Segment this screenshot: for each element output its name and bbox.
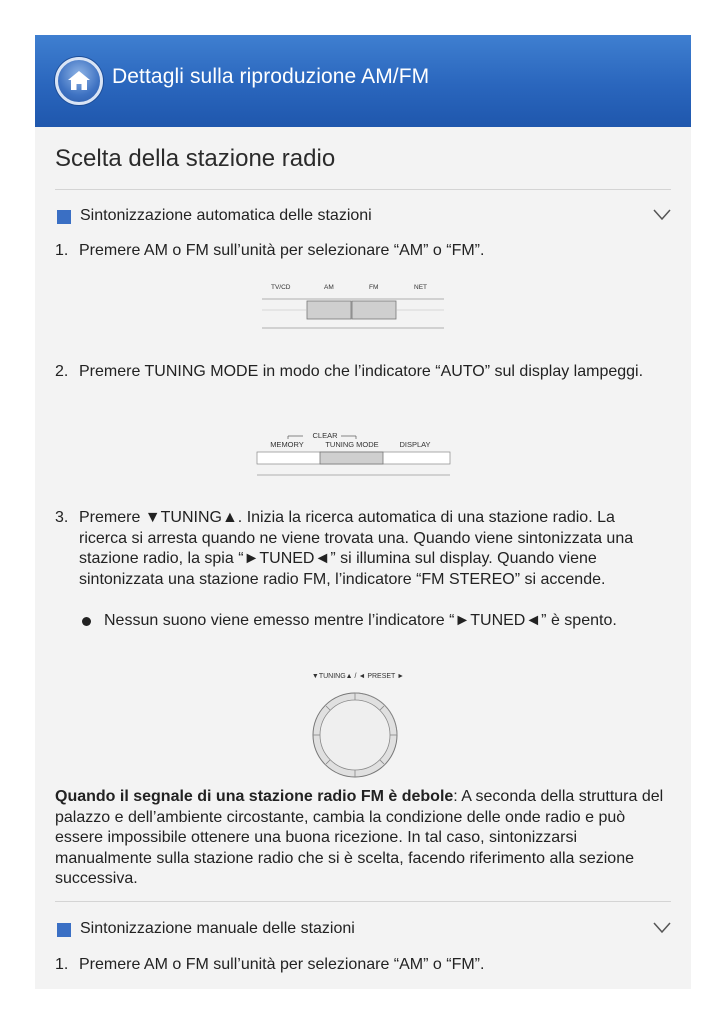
manual-page — [35, 35, 691, 989]
fm-label: FM — [369, 284, 379, 291]
bullet-text: Nessun suono viene emesso mentre l’indicatore “►TUNED◄” è spento. — [104, 612, 617, 629]
source-buttons-figure — [260, 281, 446, 331]
step-text: Premere AM o FM sull’unità per selezionare “AM” o “FM”. — [79, 242, 485, 259]
section-square-icon — [57, 923, 71, 937]
step-number: 1. — [55, 956, 69, 973]
home-button[interactable] — [55, 57, 103, 105]
section-title: Sintonizzazione manuale delle stazioni — [80, 920, 355, 937]
tuning-mode-figure — [255, 429, 453, 479]
memory-label: MEMORY — [270, 440, 304, 449]
step-text: Premere ▼TUNING▲. Inizia la ricerca automatica di una stazione radio. La ricerca si arresta quando ne viene trovata una. Quando viene sintonizzata una stazione radio, la spia “►TUNED◄” si illumina sul display. Quando viene sintonizzata una stazione radio FM, l’indicatore “FM STEREO” si accende. — [79, 509, 634, 588]
step-number: 2. — [55, 363, 69, 380]
note-text: : A seconda della struttura del palazzo e dell’ambiente circostante, cambia la condizione delle onde radio e può essere impossibile ottenere una buona ricezione. In tal caso, sintonizzarsi manualmente sulla stazione radio che si è scelta, facendo riferimento alla sezione successiva. — [55, 788, 664, 887]
am-label: AM — [324, 284, 334, 291]
step-number: 3. — [55, 509, 69, 526]
divider — [55, 189, 671, 190]
header-title: Dettagli sulla riproduzione AM/FM — [112, 65, 430, 88]
tuning-mode-button — [320, 452, 383, 464]
fm-button — [352, 301, 396, 319]
tuning-mode-label: TUNING MODE — [325, 440, 379, 449]
clear-label: CLEAR — [312, 431, 338, 440]
step-number: 1. — [55, 242, 69, 259]
home-icon — [66, 68, 92, 94]
step-text: Premere AM o FM sull’unità per selezionare “AM” o “FM”. — [79, 956, 485, 973]
tvcd-label: TV/CD — [271, 284, 291, 291]
display-label: DISPLAY — [399, 440, 431, 449]
section-title: Sintonizzazione automatica delle stazioni — [80, 207, 372, 224]
net-label: NET — [414, 284, 427, 291]
divider — [55, 901, 671, 902]
section-square-icon — [57, 210, 71, 224]
note-bold: Quando il segnale di una stazione radio FM è debole — [55, 788, 454, 805]
chevron-down-icon[interactable] — [653, 209, 671, 221]
step-text: Premere TUNING MODE in modo che l’indicatore “AUTO” sul display lampeggi. — [79, 363, 644, 380]
page-title: Scelta della stazione radio — [55, 145, 336, 172]
chevron-down-icon[interactable] — [653, 922, 671, 934]
header-bar — [35, 35, 691, 127]
tuning-preset-label: ▼TUNING▲ / ◄ PRESET ► — [311, 673, 405, 680]
bullet-dot — [82, 617, 91, 626]
section-auto-tuning-header[interactable] — [55, 205, 671, 229]
tuning-dial-figure — [293, 669, 423, 779]
am-button — [307, 301, 351, 319]
section-manual-tuning-header[interactable] — [55, 918, 671, 942]
weak-signal-note — [55, 787, 665, 890]
